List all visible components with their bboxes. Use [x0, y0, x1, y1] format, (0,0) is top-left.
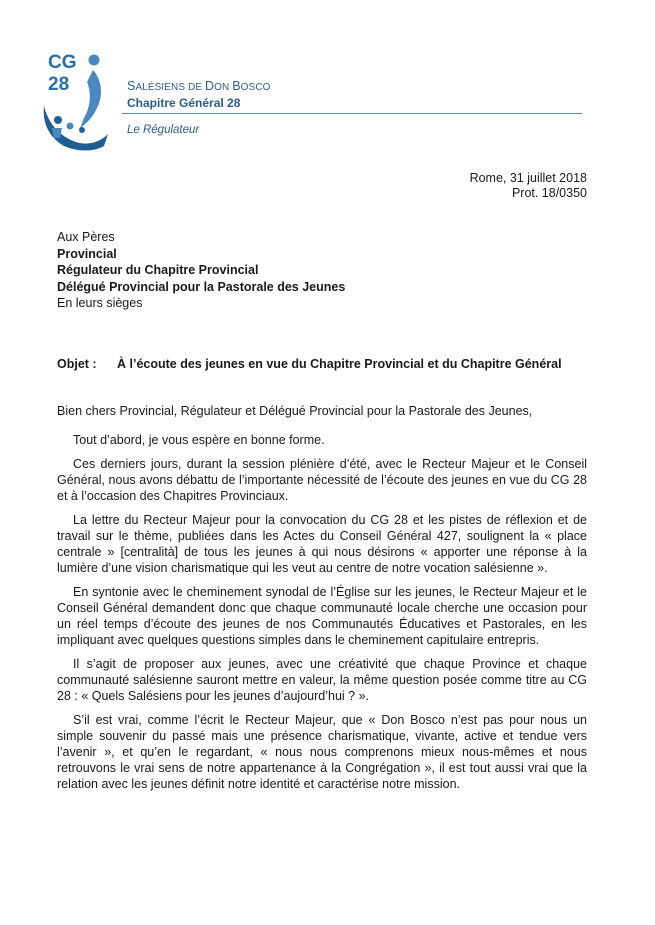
- place-date: Rome, 31 juillet 2018: [469, 171, 587, 185]
- subject-label: Objet :: [57, 357, 97, 371]
- logo-line2: 28: [48, 74, 70, 95]
- date-block: [470, 171, 587, 201]
- logo-dot-icon: [89, 55, 100, 66]
- body-paragraph: En syntonie avec le cheminement synodal de l’Église sur les jeunes, le Recteur Majeur et le Conseil Général demandent donc que chaque communauté locale cherche une occasion pour un réel temps d’écoute des jeunes de nos Communautés Éducatives et Pastorales, en les impliquant avec quelques questions simples dans le cheminement capitulaire entrepris.: [57, 585, 587, 647]
- organization-name: SALÉSIENS DE DON BOSCO: [127, 79, 271, 93]
- addressee-line: Délégué Provincial pour la Pastorale des Jeunes: [57, 279, 346, 294]
- body-paragraph: Il s’agit de proposer aux jeunes, avec une créativité que chaque Province et chaque communauté salésienne sauront mettre en valeur, la même question posée comme titre au CG 28 : « Quels Salésiens pour les jeunes d’aujourd’hui ? ».: [57, 657, 587, 703]
- logo-swoosh-icon: [80, 70, 101, 128]
- body-paragraph: Ces derniers jours, durant la session plénière d’été, avec le Recteur Majeur et le Conseil Général, nous avons débattu de l’importante nécessité de l’écoute des jeunes en vue du CG 28 et à l’occasion des Chapitres Provinciaux.: [57, 457, 587, 503]
- body-paragraph: La lettre du Recteur Majeur pour la convocation du CG 28 et les pistes de réflexion et de travail sur le thème, publiées dans les Actes du Conseil Général 427, soulignent la « place centrale » [centralità] de tous les jeunes à qui nous désirons « apporter une réponse à la lumière d’une vision charismatique qui les veut au centre de notre vocation salésienne ».: [57, 513, 587, 575]
- subject-line: [57, 357, 562, 371]
- salutation: Bien chers Provincial, Régulateur et Délégué Provincial pour la Pastorale des Jeunes,: [57, 404, 533, 418]
- logo-figure1-icon: [54, 116, 62, 124]
- sender-role: Le Régulateur: [127, 124, 200, 136]
- addressee-closing: En leurs sièges: [57, 296, 143, 310]
- cg28-logo: [38, 48, 120, 154]
- body-paragraph: S’il est vrai, comme l’écrit le Recteur Majeur, que « Don Bosco n’est pas pour nous un simple souvenir du passé mais une présence charismatique, vivante, active et tendue vers l’avenir », et qu’en le regardant, « nous nous comprenons mieux nous-mêmes et nous retrouvons le vrai sens de notre appartenance à la Congrégation », il est tout aussi vrai que la relation avec les jeunes définit notre identité et caractérise notre mission.: [57, 713, 587, 791]
- subject-text: À l’écoute des jeunes en vue du Chapitre Provincial et du Chapitre Général: [117, 357, 562, 371]
- addressee-line: Régulateur du Chapitre Provincial: [57, 263, 259, 277]
- logo-figure3-icon: [79, 127, 85, 133]
- protocol-number: Prot. 18/0350: [511, 186, 587, 200]
- logo-line1: CG: [48, 52, 77, 73]
- addressee-intro: Aux Pères: [57, 230, 115, 244]
- body-paragraph: Tout d’abord, je vous espère en bonne forme.: [73, 433, 325, 447]
- logo-figure2-icon: [67, 123, 74, 130]
- letter-body: [57, 432, 587, 800]
- addressee-line: Provincial: [57, 246, 117, 261]
- addressee-block: [57, 229, 345, 312]
- chapter-title: Chapitre Général 28: [127, 96, 241, 110]
- header-divider: [122, 113, 582, 114]
